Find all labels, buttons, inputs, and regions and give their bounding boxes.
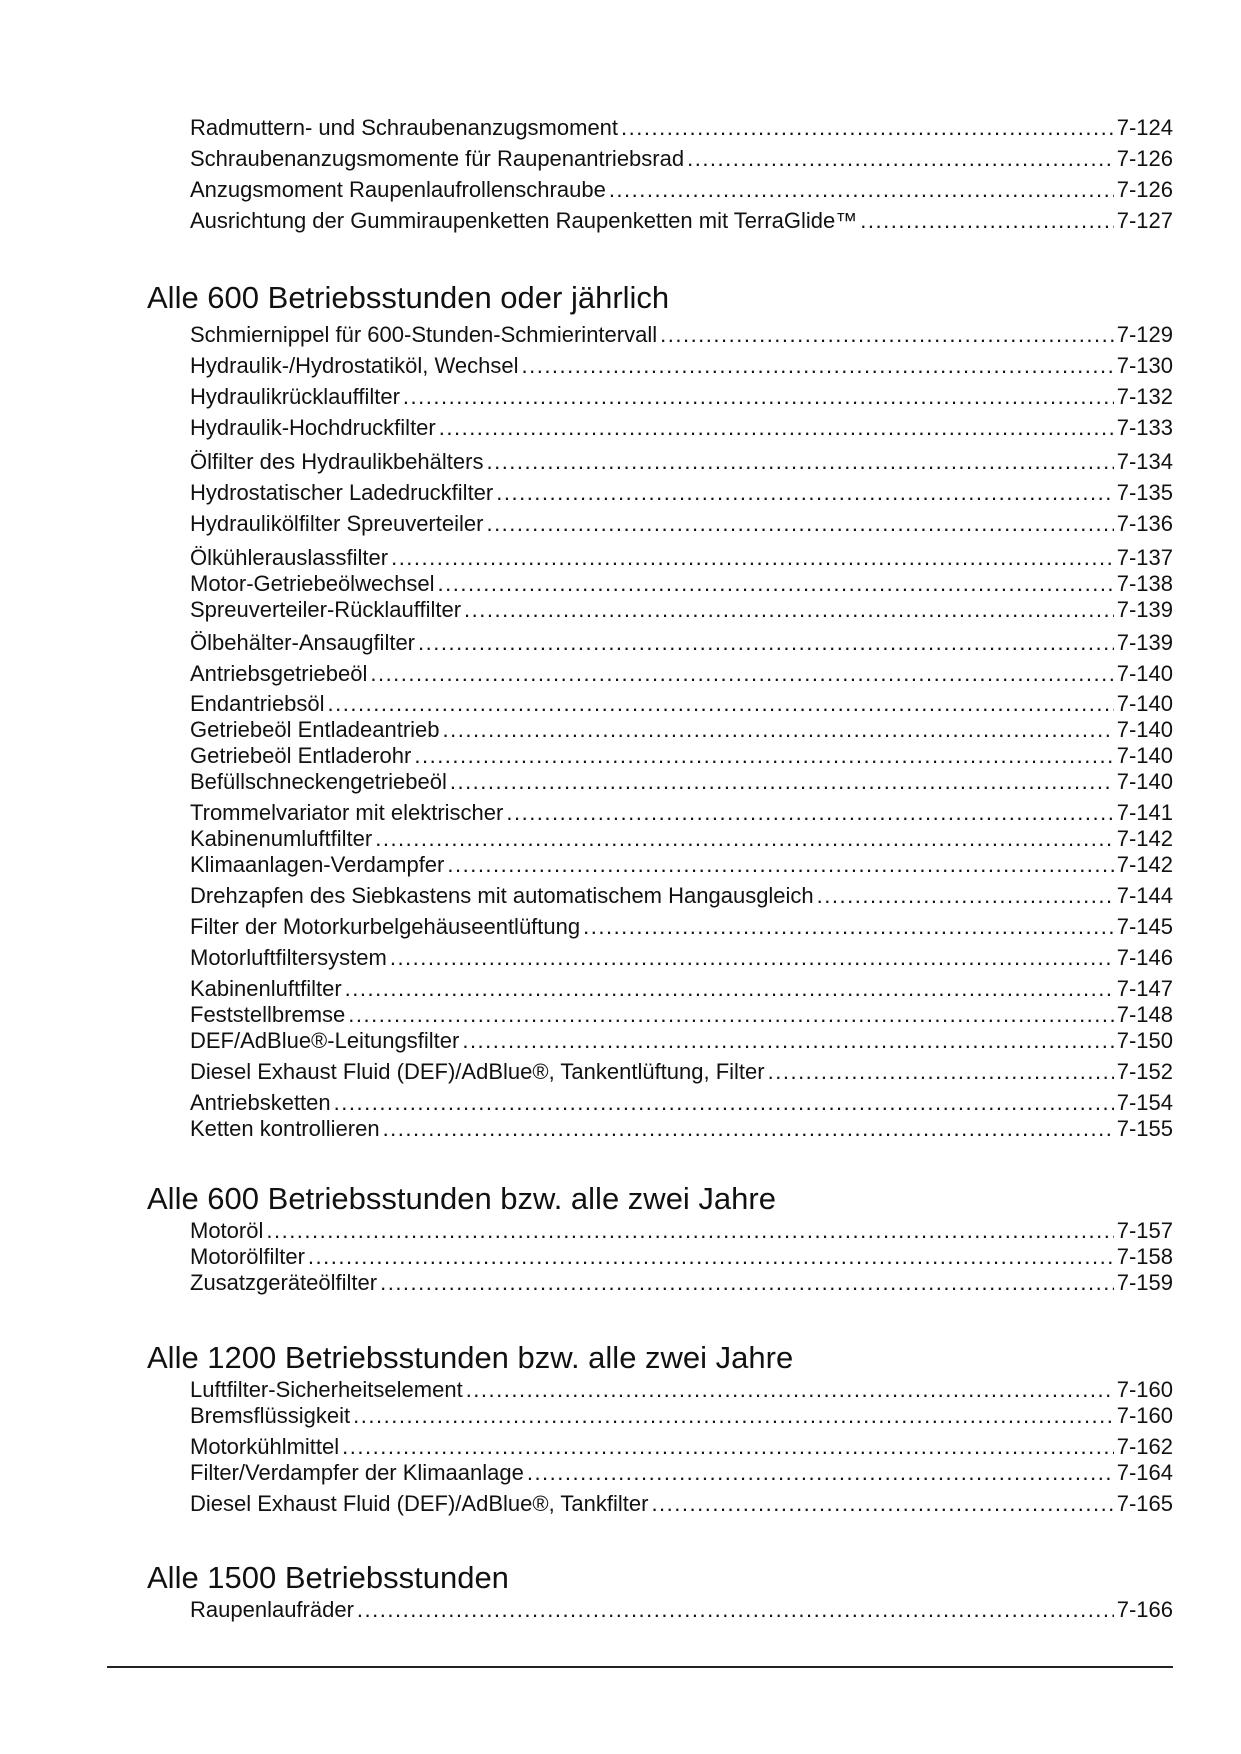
toc-entry-page: 7-140 (1116, 743, 1173, 768)
toc-entry-title: Ausrichtung der Gummiraupenketten Raupenketten mit TerraGlide™ (190, 208, 858, 233)
toc-entry-title: Spreuverteiler-Rücklauffilter (190, 597, 462, 622)
toc-entry[interactable] (190, 1377, 1173, 1403)
toc-entry-page: 7-126 (1116, 146, 1173, 171)
toc-entry[interactable] (190, 208, 1173, 234)
toc-entry[interactable] (190, 177, 1173, 203)
toc-entry[interactable] (190, 545, 1173, 571)
toc-entry-page: 7-162 (1116, 1434, 1173, 1459)
toc-entry[interactable] (190, 1002, 1173, 1028)
toc-entry[interactable] (190, 480, 1173, 506)
toc-entry-page: 7-126 (1116, 177, 1173, 202)
toc-entry-title: Antriebsgetriebeöl (190, 661, 368, 686)
toc-entry[interactable] (190, 1090, 1173, 1116)
toc-leader-dots (403, 384, 1114, 410)
toc-entry[interactable] (190, 449, 1173, 475)
toc-entry-page: 7-139 (1116, 630, 1173, 655)
toc-entry[interactable] (190, 384, 1173, 410)
toc-leader-dots (438, 571, 1114, 597)
toc-entry-title: Hydraulikrücklauffilter (190, 384, 400, 409)
toc-entry-page: 7-164 (1116, 1460, 1173, 1485)
toc-entry[interactable] (190, 914, 1173, 940)
toc-entry-title: Hydraulik-Hochdruckfilter (190, 415, 436, 440)
toc-entry[interactable] (190, 571, 1173, 597)
toc-entry[interactable] (190, 1244, 1173, 1270)
toc-entry-page: 7-147 (1116, 976, 1173, 1001)
toc-entry[interactable] (190, 1434, 1173, 1460)
toc-leader-dots (621, 115, 1114, 141)
toc-entry-page: 7-129 (1116, 322, 1173, 347)
toc-leader-dots (583, 914, 1114, 940)
toc-entry[interactable] (190, 743, 1173, 769)
toc-leader-dots (266, 1218, 1113, 1244)
toc-entry-page: 7-155 (1116, 1116, 1173, 1141)
toc-entry-page: 7-140 (1116, 661, 1173, 686)
toc-leader-dots (345, 976, 1114, 1002)
toc-entry-title: Trommelvariator mit elektrischer (190, 800, 504, 825)
section-heading: Alle 1200 Betriebsstunden bzw. alle zwei Jahre (147, 1340, 794, 1375)
toc-entry[interactable] (190, 1059, 1173, 1085)
toc-leader-dots (860, 208, 1113, 234)
toc-entry-page: 7-135 (1116, 480, 1173, 505)
toc-entry[interactable] (190, 1218, 1173, 1244)
toc-entry-title: Kabinenumluftfilter (190, 826, 373, 851)
toc-entry-title: Hydraulik-/Hydrostatiköl, Wechsel (190, 353, 519, 378)
toc-entry[interactable] (190, 597, 1173, 623)
toc-leader-dots (486, 511, 1113, 537)
toc-entry-title: Schraubenanzugsmomente für Raupenantriebsrad (190, 146, 685, 171)
toc-entry-title: Kabinenluftfilter (190, 976, 342, 1001)
toc-entry-title: Ketten kontrollieren (190, 1116, 380, 1141)
toc-entry-title: Motorölfilter (190, 1244, 305, 1269)
toc-entry-page: 7-137 (1116, 545, 1173, 570)
toc-entry-page: 7-140 (1116, 769, 1173, 794)
toc-leader-dots (464, 597, 1114, 623)
toc-entry-title: Raupenlaufräder (190, 1597, 354, 1622)
toc-entry-page: 7-133 (1116, 415, 1173, 440)
toc-leader-dots (418, 630, 1114, 656)
toc-entry[interactable] (190, 1460, 1173, 1486)
toc-entry-page: 7-140 (1116, 691, 1173, 716)
toc-entry[interactable] (190, 1116, 1173, 1142)
toc-entry-page: 7-139 (1116, 597, 1173, 622)
toc-leader-dots (486, 449, 1113, 475)
toc-entry[interactable] (190, 800, 1173, 826)
toc-entry[interactable] (190, 1028, 1173, 1054)
toc-leader-dots (357, 1597, 1114, 1623)
toc-leader-dots (443, 717, 1114, 743)
toc-entry-page: 7-148 (1116, 1002, 1173, 1027)
toc-entry-title: Filter der Motorkurbelgehäuseentlüftung (190, 914, 581, 939)
toc-leader-dots (334, 1090, 1114, 1116)
toc-entry-title: Ölfilter des Hydraulikbehälters (190, 449, 484, 474)
toc-entry-page: 7-150 (1116, 1028, 1173, 1053)
toc-leader-dots (466, 1377, 1114, 1403)
toc-entry-page: 7-152 (1116, 1059, 1173, 1084)
toc-entry-page: 7-157 (1116, 1218, 1173, 1243)
toc-entry-title: Diesel Exhaust Fluid (DEF)/AdBlue®, Tankfilter (190, 1491, 649, 1516)
toc-entry-title: Luftfilter-Sicherheitselement (190, 1377, 463, 1402)
toc-entry-title: Ölkühlerauslassfilter (190, 545, 389, 570)
toc-entry[interactable] (190, 322, 1173, 348)
toc-entry-page: 7-127 (1116, 208, 1173, 233)
toc-entry-page: 7-160 (1116, 1377, 1173, 1402)
toc-entry-title: Hydraulikölfilter Spreuverteiler (190, 511, 484, 536)
toc-entry-title: Motorluftfiltersystem (190, 945, 387, 970)
toc-leader-dots (651, 1491, 1113, 1517)
toc-entry[interactable] (190, 146, 1173, 172)
toc-leader-dots (370, 661, 1113, 687)
toc-entry-page: 7-142 (1116, 852, 1173, 877)
toc-leader-dots (506, 800, 1113, 826)
toc-leader-dots (450, 769, 1114, 795)
toc-entry-page: 7-130 (1116, 353, 1173, 378)
toc-leader-dots (768, 1059, 1114, 1085)
toc-entry-page: 7-146 (1116, 945, 1173, 970)
toc-entry[interactable] (190, 1403, 1173, 1429)
toc-entry-page: 7-158 (1116, 1244, 1173, 1269)
toc-entry-page: 7-166 (1116, 1597, 1173, 1622)
toc-entry[interactable] (190, 945, 1173, 971)
toc-entry[interactable] (190, 511, 1173, 537)
toc-leader-dots (391, 545, 1114, 571)
toc-entry-title: Bremsflüssigkeit (190, 1403, 351, 1428)
toc-entry-page: 7-165 (1116, 1491, 1173, 1516)
toc-leader-dots (447, 852, 1113, 878)
toc-entry-title: Getriebeöl Entladerohr (190, 743, 412, 768)
toc-entry-page: 7-154 (1116, 1090, 1173, 1115)
toc-leader-dots (383, 1116, 1114, 1142)
toc-leader-dots (817, 883, 1114, 909)
toc-entry-page: 7-141 (1116, 800, 1173, 825)
toc-leader-dots (462, 1028, 1113, 1054)
toc-entry-page: 7-160 (1116, 1403, 1173, 1428)
toc-entry[interactable] (190, 1270, 1173, 1296)
toc-entry-title: DEF/AdBlue®-Leitungsfilter (190, 1028, 460, 1053)
toc-entry-page: 7-145 (1116, 914, 1173, 939)
toc-entry-title: Diesel Exhaust Fluid (DEF)/AdBlue®, Tankentlüftung, Filter (190, 1059, 765, 1084)
toc-entry-page: 7-124 (1116, 115, 1173, 140)
toc-leader-dots (527, 1460, 1114, 1486)
toc-entry-title: Radmuttern- und Schraubenanzugsmoment (190, 115, 619, 140)
toc-entry[interactable] (190, 630, 1173, 656)
toc-leader-dots (687, 146, 1114, 172)
toc-entry-title: Getriebeöl Entladeantrieb (190, 717, 440, 742)
toc-entry[interactable] (190, 976, 1173, 1002)
toc-entry-page: 7-134 (1116, 449, 1173, 474)
toc-entry-title: Motoröl (190, 1218, 264, 1243)
toc-entry-page: 7-140 (1116, 717, 1173, 742)
section-heading: Alle 600 Betriebsstunden bzw. alle zwei Jahre (147, 1181, 776, 1216)
section-heading: Alle 1500 Betriebsstunden (147, 1560, 509, 1595)
toc-leader-dots (375, 826, 1114, 852)
toc-leader-dots (348, 1002, 1113, 1028)
toc-entry-page: 7-136 (1116, 511, 1173, 536)
toc-entry-title: Endantriebsöl (190, 691, 325, 716)
toc-entry-title: Zusatzgeräteölfilter (190, 1270, 378, 1295)
toc-leader-dots (439, 415, 1114, 441)
toc-entry-title: Ölbehälter-Ansaugfilter (190, 630, 416, 655)
toc-entry-title: Antriebsketten (190, 1090, 331, 1115)
toc-entry-page: 7-132 (1116, 384, 1173, 409)
toc-entry[interactable] (190, 852, 1173, 878)
toc-entry[interactable] (190, 883, 1173, 909)
toc-entry[interactable] (190, 353, 1173, 379)
toc-leader-dots (609, 177, 1114, 203)
toc-entry[interactable] (190, 115, 1173, 141)
toc-leader-dots (308, 1244, 1114, 1270)
toc-entry-title: Filter/Verdampfer der Klimaanlage (190, 1460, 524, 1485)
toc-leader-dots (328, 691, 1114, 717)
toc-entry-page: 7-142 (1116, 826, 1173, 851)
toc-leader-dots (414, 743, 1113, 769)
toc-entry[interactable] (190, 826, 1173, 852)
toc-entry-page: 7-144 (1116, 883, 1173, 908)
toc-entry-title: Schmiernippel für 600-Stunden-Schmierintervall (190, 322, 658, 347)
toc-entry-title: Feststellbremse (190, 1002, 346, 1027)
toc-entry-title: Motor-Getriebeölwechsel (190, 571, 435, 596)
toc-entry[interactable] (190, 415, 1173, 441)
toc-leader-dots (353, 1403, 1114, 1429)
toc-entry-title: Motorkühlmittel (190, 1434, 340, 1459)
toc-entry[interactable] (190, 769, 1173, 795)
footer-rule (107, 1666, 1173, 1668)
toc-entry-title: Hydrostatischer Ladedruckfilter (190, 480, 494, 505)
toc-entry[interactable] (190, 691, 1173, 717)
toc-entry-title: Drehzapfen des Siebkastens mit automatischem Hangausgleich (190, 883, 814, 908)
toc-entry-title: Klimaanlagen-Verdampfer (190, 852, 445, 877)
toc-leader-dots (390, 945, 1114, 971)
toc-entry[interactable] (190, 1597, 1173, 1623)
toc-entry-title: Anzugsmoment Raupenlaufrollenschraube (190, 177, 606, 202)
toc-leader-dots (496, 480, 1113, 506)
toc-leader-dots (521, 353, 1113, 379)
toc-leader-dots (660, 322, 1114, 348)
section-heading: Alle 600 Betriebsstunden oder jährlich (147, 280, 670, 315)
toc-entry[interactable] (190, 1491, 1173, 1517)
toc-entry-page: 7-159 (1116, 1270, 1173, 1295)
toc-leader-dots (342, 1434, 1114, 1460)
toc-entry[interactable] (190, 717, 1173, 743)
toc-leader-dots (380, 1270, 1114, 1296)
toc-entry[interactable] (190, 661, 1173, 687)
toc-entry-title: Befüllschneckengetriebeöl (190, 769, 447, 794)
toc-entry-page: 7-138 (1116, 571, 1173, 596)
